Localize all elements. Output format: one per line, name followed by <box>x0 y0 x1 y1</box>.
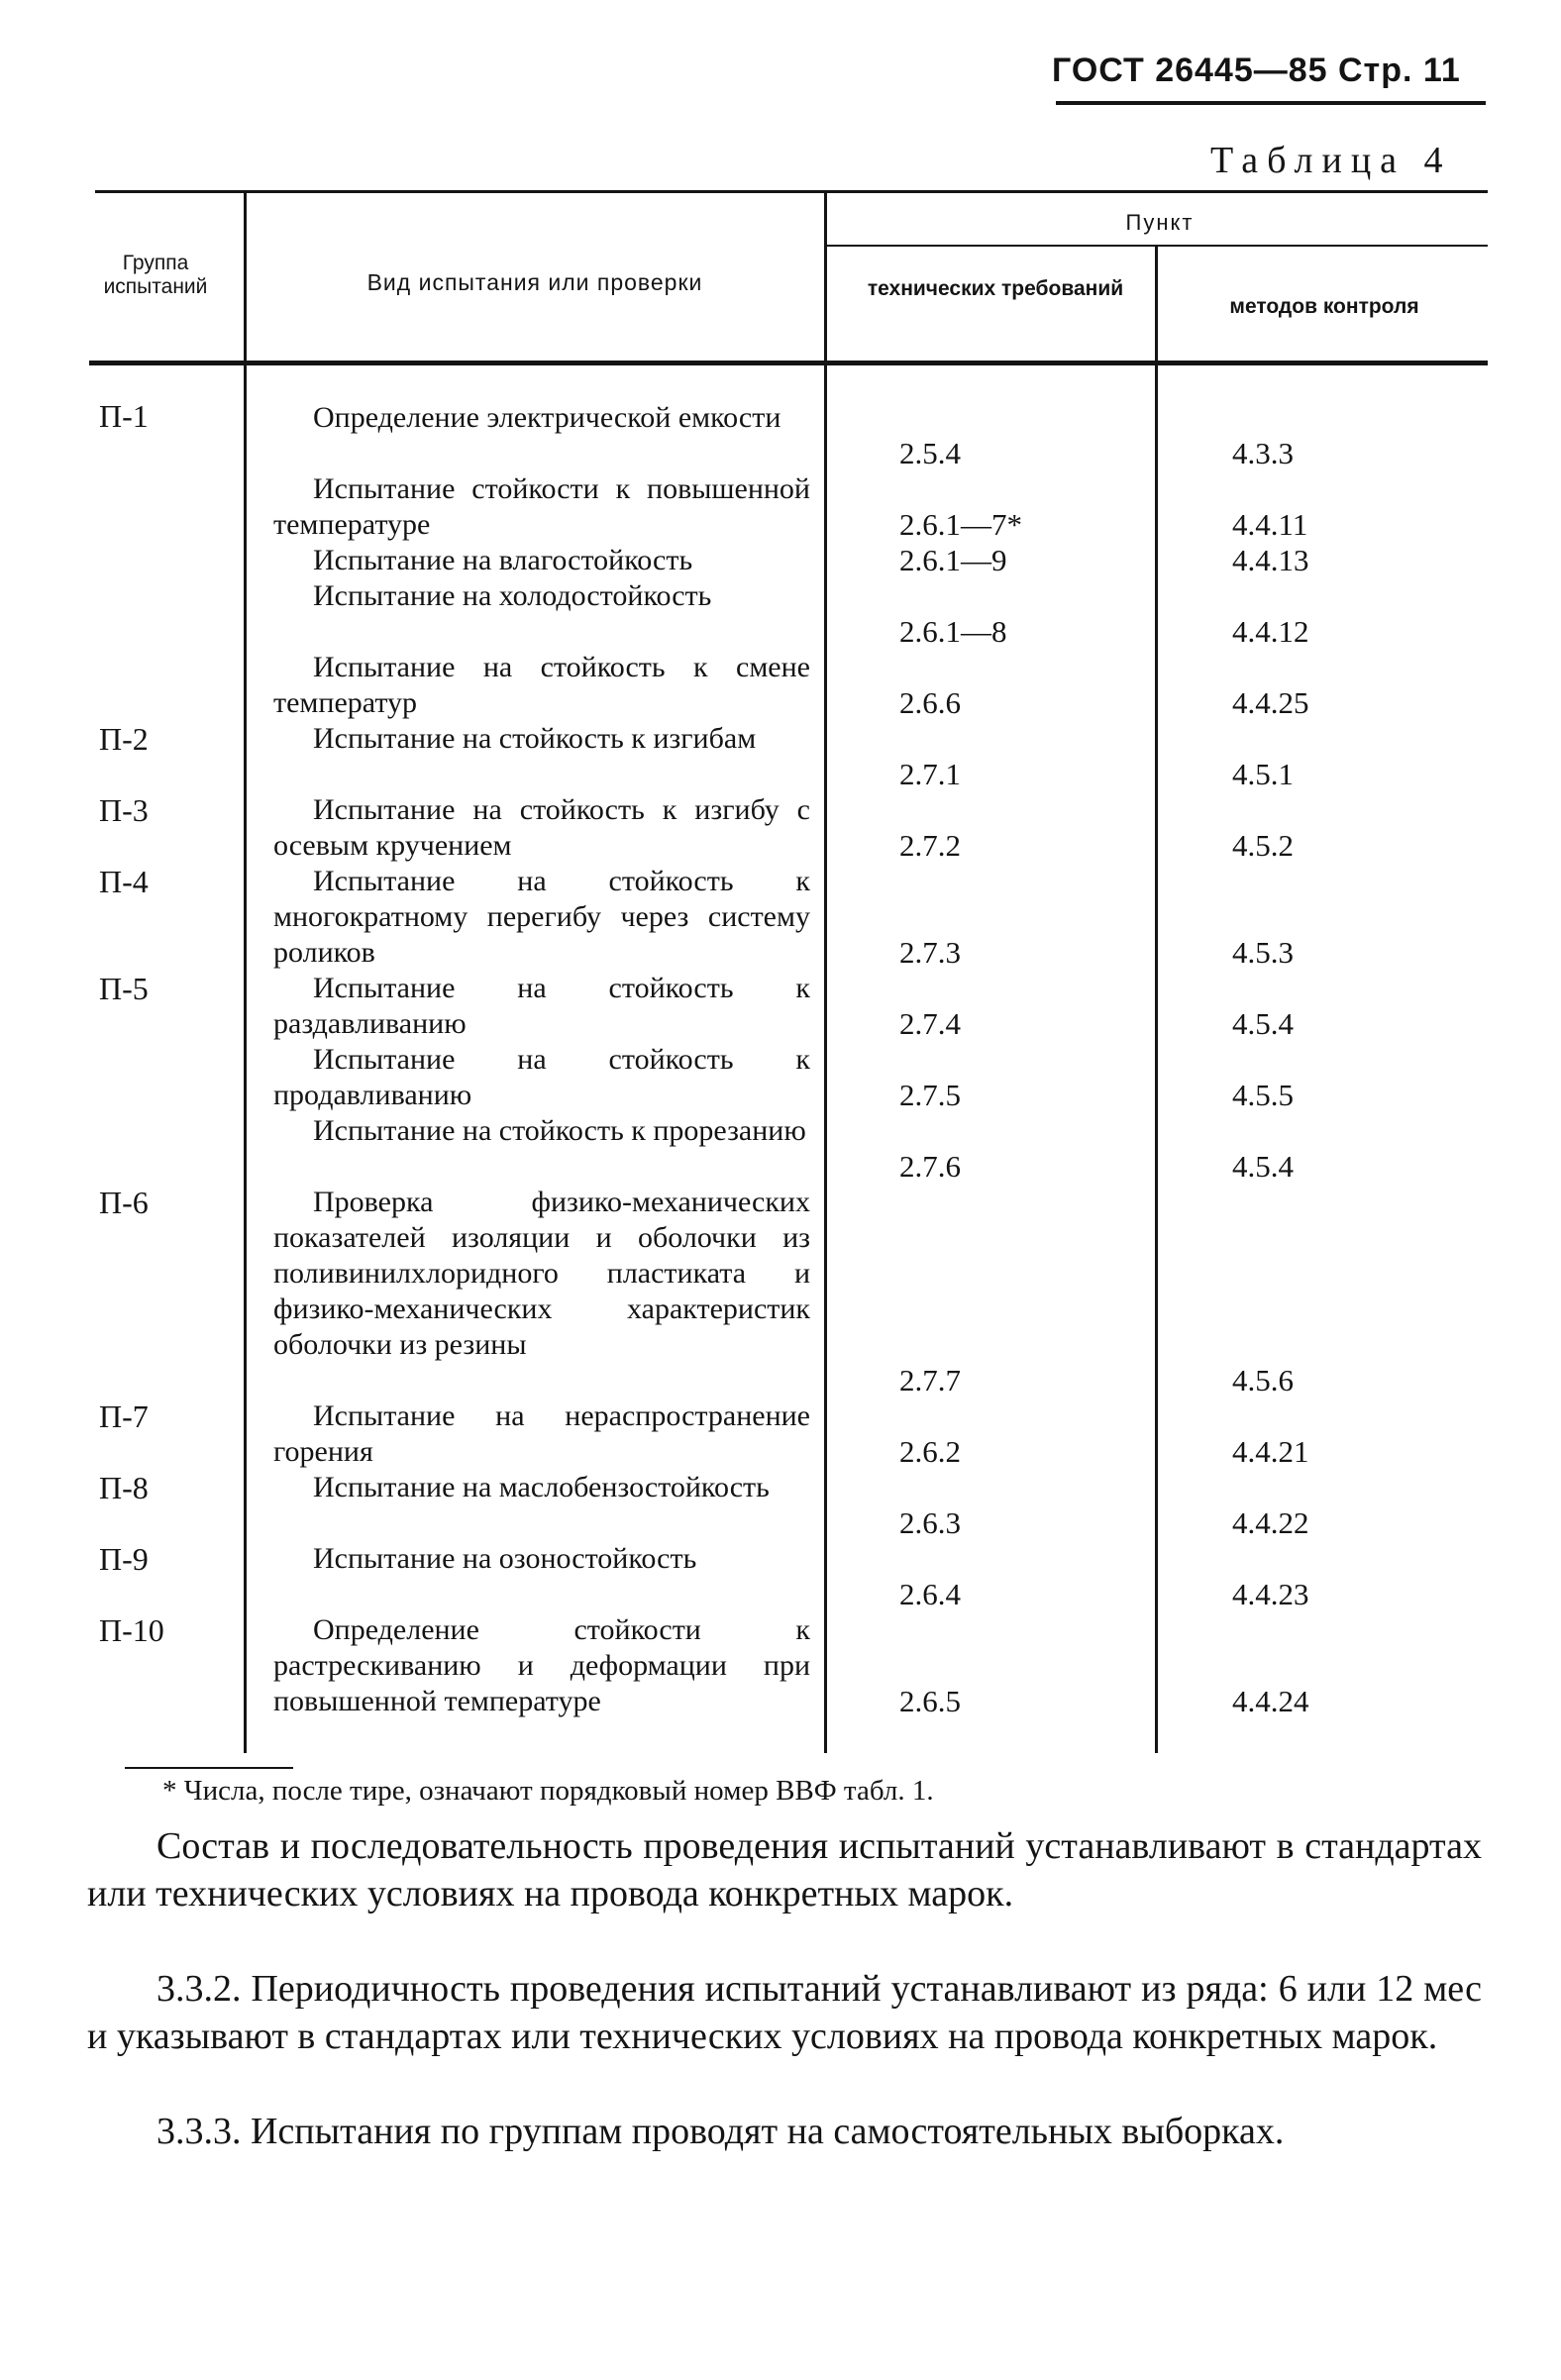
column-divider-3 <box>1155 245 1158 1753</box>
table-row-tech: 2.7.7 <box>899 1363 961 1397</box>
table-row-test: Испытание на стойкость к продавливанию <box>273 1043 810 1111</box>
table-row-test: Испытание на стойкость к смене температур <box>273 651 810 719</box>
table-row-tech: 2.7.4 <box>899 1006 961 1041</box>
table-row-method: 4.5.4 <box>1232 1149 1294 1184</box>
table-row-test: Испытание на стойкость к изгибам <box>313 722 757 755</box>
table-header-bottom-rule <box>89 361 1488 365</box>
table-row-tech: 2.6.1—8 <box>899 614 1007 649</box>
table-row-method: 4.4.23 <box>1232 1577 1309 1611</box>
table-row-tech: 2.6.3 <box>899 1505 961 1540</box>
table-row-test: Испытание на холодостойкость <box>313 579 712 612</box>
table-row-method: 4.5.4 <box>1232 1006 1294 1041</box>
table-row-method: 4.4.12 <box>1232 614 1309 649</box>
table-row-group: П-2 <box>99 721 149 757</box>
column-header-tech-requirements: технических требований <box>867 277 1124 300</box>
table-row-method: 4.5.1 <box>1232 757 1294 791</box>
table-row-group: П-7 <box>99 1398 149 1434</box>
table-row-tech: 2.6.4 <box>899 1577 961 1611</box>
table-row-method: 4.5.3 <box>1232 935 1294 970</box>
table-row-test: Испытание на влагостойкость <box>313 544 693 576</box>
column-header-punkt: Пункт <box>1125 210 1195 235</box>
column-header-group: Группа испытаний <box>103 252 208 299</box>
table-row-group: П-1 <box>99 398 149 434</box>
table-row-test: Проверка физико-механических показателей изоляции и оболочки из поливинилхлоридного пластиката и физико-механических характеристик оболочки из резины <box>273 1186 810 1361</box>
table-caption: Таблица 4 <box>1210 140 1452 181</box>
table-row-method: 4.5.2 <box>1232 828 1294 863</box>
table-row-test: Испытание на стойкость к раздавливанию <box>273 972 810 1040</box>
column-header-kind: Вид испытания или проверки <box>366 269 703 295</box>
table-row-group: П-6 <box>99 1185 149 1220</box>
table-row-tech: 2.7.3 <box>899 935 961 970</box>
table-row-group: П-3 <box>99 792 149 828</box>
table-row-group: П-8 <box>99 1470 149 1505</box>
table-row-method: 4.5.6 <box>1232 1363 1294 1397</box>
table-row-tech: 2.6.5 <box>899 1684 961 1718</box>
column-divider-2 <box>824 190 827 1753</box>
column-divider-1 <box>244 190 247 1753</box>
table-row-test: Испытание на озоностойкость <box>313 1542 697 1575</box>
paragraph-3-3-2: 3.3.2. Периодичность проведения испытаний устанавливают из ряда: 6 или 12 мес и указывают в стандартах или технических условиях на провода конкретных марок. <box>87 1968 1482 2057</box>
table-row-test: Испытание на стойкость к изгибу с осевым кручением <box>273 793 810 862</box>
table-top-rule <box>95 190 1488 193</box>
paragraph-3-3-3: 3.3.3. Испытания по группам проводят на самостоятельных выборках. <box>156 2111 1285 2152</box>
header-rule <box>1056 101 1486 105</box>
table-row-method: 4.4.21 <box>1232 1434 1309 1469</box>
table-row-tech: 2.7.6 <box>899 1149 961 1184</box>
table-row-test: Определение стойкости к растрескиванию и деформации при повышенной температуре <box>273 1613 810 1717</box>
table-row-method: 4.3.3 <box>1232 436 1294 470</box>
table-row-test: Испытание на нераспространение горения <box>273 1399 810 1468</box>
table-row-method: 4.4.25 <box>1232 685 1309 720</box>
table-row-tech: 2.6.2 <box>899 1434 961 1469</box>
table-row-tech: 2.7.2 <box>899 828 961 863</box>
table-row-group: П-9 <box>99 1541 149 1577</box>
table-row-test: Испытание стойкости к повышенной температуре <box>273 472 810 541</box>
page-header-code: ГОСТ 26445—85 Стр. 11 <box>1052 52 1461 89</box>
footnote-rule <box>125 1767 293 1769</box>
table-row-tech: 2.7.1 <box>899 757 961 791</box>
table-row-method: 4.5.5 <box>1232 1078 1294 1112</box>
table-row-tech: 2.6.1—7* <box>899 507 1022 542</box>
table-row-group: П-10 <box>99 1612 164 1648</box>
paragraph-composition: Состав и последовательность проведения испытаний устанавливают в стандартах или технических условиях на провода конкретных марок. <box>87 1825 1482 1914</box>
column-header-control-methods: методов контроля <box>1229 295 1419 318</box>
table-row-tech: 2.7.5 <box>899 1078 961 1112</box>
table-row-group: П-4 <box>99 864 149 899</box>
table-row-method: 4.4.24 <box>1232 1684 1309 1718</box>
table-row-method: 4.4.22 <box>1232 1505 1309 1540</box>
table-row-tech: 2.6.1—9 <box>899 543 1007 577</box>
table-row-tech: 2.5.4 <box>899 436 961 470</box>
table-row-test: Испытание на стойкость к прорезанию <box>313 1114 806 1147</box>
table-footnote: * Числа, после тире, означают порядковый номер ВВФ табл. 1. <box>162 1775 934 1807</box>
table-row-tech: 2.6.6 <box>899 685 961 720</box>
table-row-test: Испытание на стойкость к многократному перегибу через систему роликов <box>273 865 810 969</box>
table-row-test: Определение электрической емкости <box>313 401 781 434</box>
table-row-test: Испытание на маслобензостойкость <box>313 1471 770 1503</box>
table-row-method: 4.4.13 <box>1232 543 1309 577</box>
table-row-group: П-5 <box>99 971 149 1006</box>
table-row-method: 4.4.11 <box>1232 507 1308 542</box>
